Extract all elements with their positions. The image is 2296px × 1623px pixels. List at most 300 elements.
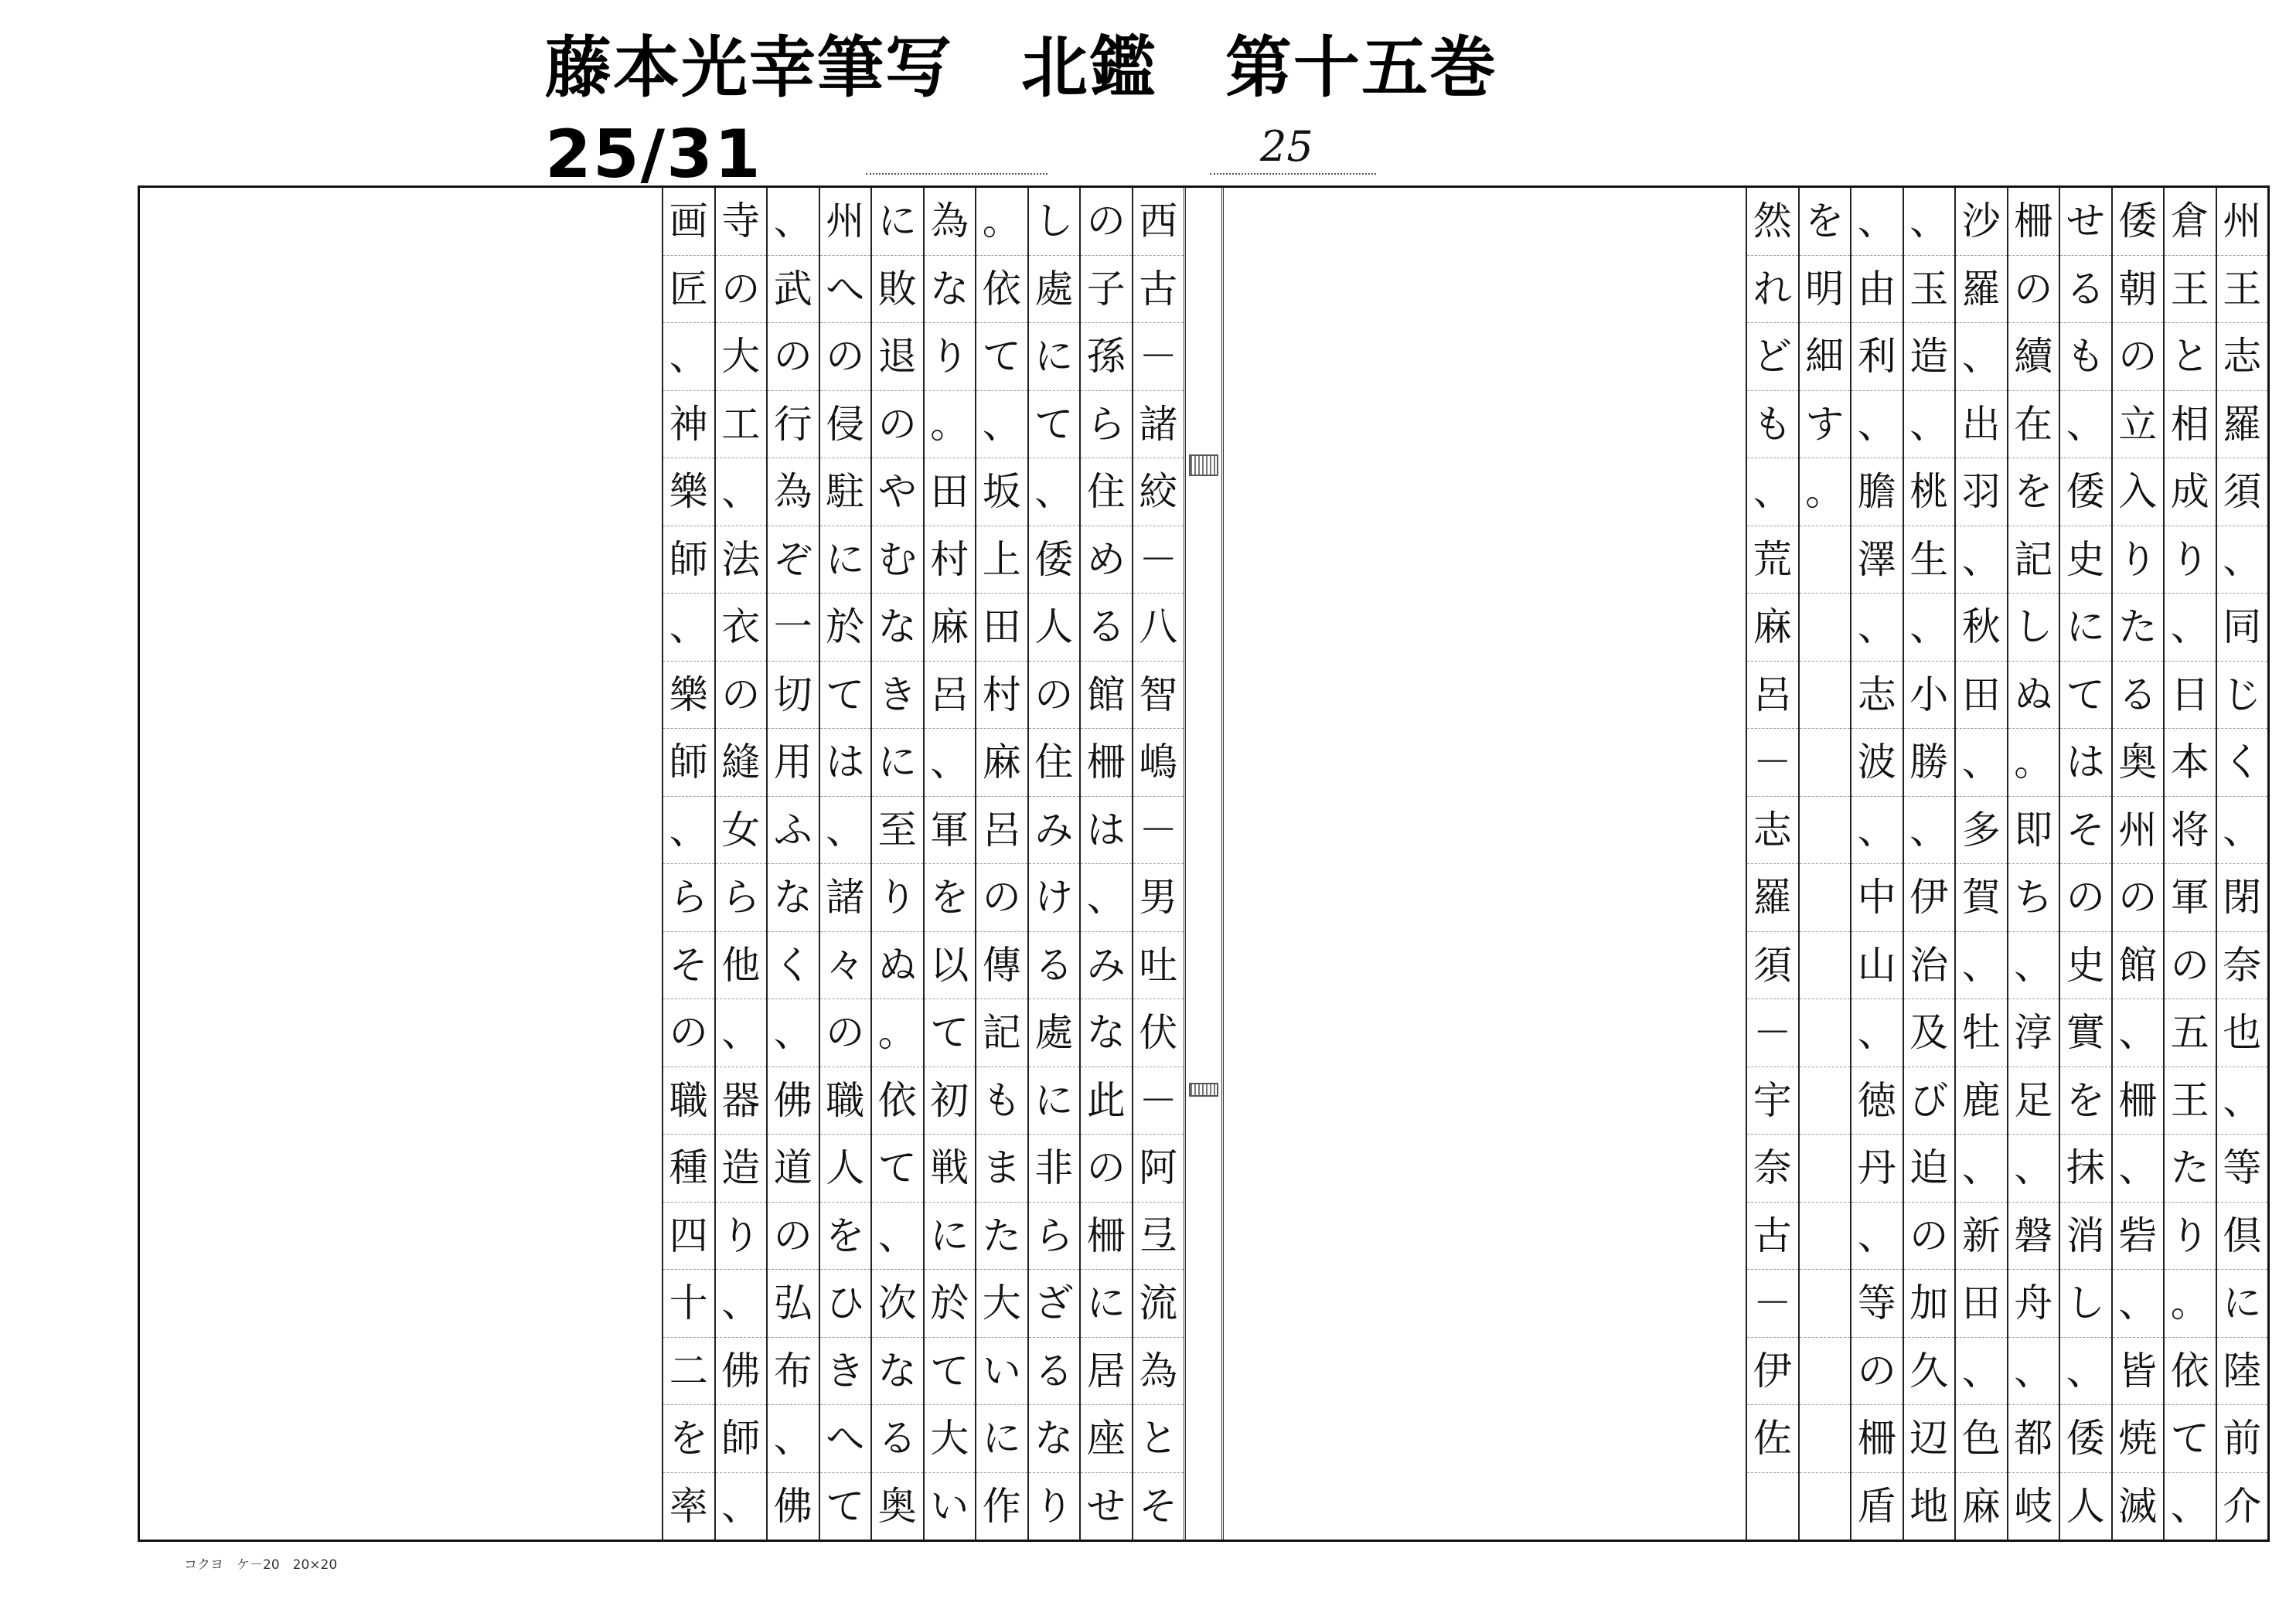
manuscript-cell: 田: [1956, 1270, 2007, 1338]
manuscript-cell: の: [976, 864, 1027, 932]
manuscript-cell: 志: [1851, 662, 1903, 730]
manuscript-cell: 布: [768, 1338, 819, 1406]
gutter-mark-icon: [1189, 1083, 1218, 1097]
manuscript-cell: 消: [2060, 1203, 2111, 1271]
manuscript-cell: [1800, 1405, 1851, 1473]
manuscript-cell: 辺: [1904, 1405, 1955, 1473]
manuscript-cell: 倭: [2113, 188, 2164, 256]
manuscript-cell: 鹿: [1956, 1067, 2007, 1135]
manuscript-cell: 色: [1956, 1405, 2007, 1473]
manuscript-cell: 樂: [663, 458, 714, 526]
manuscript-cell: [1800, 1270, 1851, 1338]
manuscript-cell: [1747, 1473, 1798, 1540]
manuscript-cell: ぬ: [2008, 662, 2059, 730]
manuscript-cell: 徳: [1851, 1067, 1903, 1135]
manuscript-cell: じ: [2217, 662, 2268, 730]
manuscript-cell: 師: [663, 526, 714, 594]
manuscript-cell: 、: [1851, 594, 1903, 662]
manuscript-cell: 女: [716, 797, 767, 865]
manuscript-column: [2059, 188, 2111, 1540]
manuscript-cell: 、: [2170, 1483, 2209, 1529]
manuscript-cell: す: [1800, 391, 1851, 459]
manuscript-cell: の: [716, 662, 767, 730]
right-half-columns: [1224, 188, 2267, 1540]
manuscript-cell: ら: [1029, 1203, 1080, 1271]
manuscript-cell: 利: [1851, 323, 1903, 391]
manuscript-cell: 焼: [2113, 1405, 2164, 1473]
manuscript-cell: 為: [1133, 1338, 1184, 1406]
manuscript-cell: 為: [925, 188, 976, 256]
manuscript-cell: 弘: [768, 1270, 819, 1338]
manuscript-cell: ち: [2008, 864, 2059, 932]
manuscript-cell: 智: [1133, 662, 1184, 730]
manuscript-cell: [1800, 526, 1851, 594]
manuscript-cell: 道: [768, 1135, 819, 1203]
manuscript-cell: 田: [925, 458, 976, 526]
manuscript-cell: 、: [1081, 864, 1132, 932]
manuscript-cell: 介: [2223, 1483, 2262, 1529]
manuscript-cell: 大: [925, 1405, 976, 1473]
manuscript-cell: 記: [2008, 526, 2059, 594]
manuscript-cell: 神: [663, 391, 714, 459]
manuscript-cell: 上: [976, 526, 1027, 594]
manuscript-cell: 以: [925, 932, 976, 1000]
manuscript-cell: 絞: [1133, 458, 1184, 526]
manuscript-cell: 膽: [1851, 458, 1903, 526]
manuscript-cell: り: [1034, 1483, 1074, 1529]
manuscript-cell: 續: [2008, 323, 2059, 391]
manuscript-cell: を: [1800, 188, 1851, 256]
manuscript-column: [1027, 188, 1080, 1540]
manuscript-cell: 都: [2008, 1405, 2059, 1473]
center-gutter: [1184, 188, 1224, 1540]
manuscript-cell: る: [2060, 256, 2111, 324]
manuscript-cell: 吐: [1133, 932, 1184, 1000]
manuscript-cell: 須: [2217, 458, 2268, 526]
manuscript-cell: 、: [2008, 932, 2059, 1000]
manuscript-cell: に: [925, 1203, 976, 1271]
manuscript-cell: 麻: [1747, 594, 1798, 662]
manuscript-cell: 柵: [1851, 1405, 1903, 1473]
manuscript-cell: 波: [1851, 729, 1903, 797]
manuscript-cell: て: [925, 1338, 976, 1406]
manuscript-cell: 軍: [925, 797, 976, 865]
manuscript-cell: 然: [1747, 188, 1798, 256]
manuscript-cell: 伏: [1133, 999, 1184, 1067]
manuscript-cell: た: [976, 1203, 1027, 1271]
manuscript-cell: の: [1081, 188, 1132, 256]
manuscript-cell: 居: [1081, 1338, 1132, 1406]
manuscript-cell: 職: [820, 1067, 871, 1135]
manuscript-cell: 依: [2165, 1338, 2216, 1406]
manuscript-cell: 秋: [1956, 594, 2007, 662]
manuscript-cell: 州: [820, 188, 871, 256]
manuscript-cell: 荒: [1747, 526, 1798, 594]
manuscript-cell: 宇: [1747, 1067, 1798, 1135]
manuscript-cell: 舟: [2008, 1270, 2059, 1338]
left-half-columns: [140, 188, 1184, 1540]
manuscript-cell: き: [872, 662, 923, 730]
manuscript-cell: 史: [2060, 932, 2111, 1000]
manuscript-cell: 諸: [820, 864, 871, 932]
manuscript-cell: 人: [820, 1135, 871, 1203]
manuscript-cell: 住: [1081, 458, 1132, 526]
manuscript-column: [714, 188, 767, 1540]
manuscript-cell: 依: [976, 256, 1027, 324]
manuscript-cell: 古: [1747, 1203, 1798, 1271]
manuscript-cell: へ: [820, 1405, 871, 1473]
manuscript-cell: ひ: [820, 1270, 871, 1338]
manuscript-cell: 王: [2165, 256, 2216, 324]
manuscript-cell: 阿: [1133, 1135, 1184, 1203]
manuscript-cell: も: [976, 1067, 1027, 1135]
manuscript-cell: 次: [872, 1270, 923, 1338]
manuscript-cell: て: [976, 323, 1027, 391]
manuscript-cell: 久: [1904, 1338, 1955, 1406]
manuscript-cell: 、: [768, 1405, 819, 1473]
manuscript-cell: し: [2060, 1270, 2111, 1338]
manuscript-cell: 西: [1133, 188, 1184, 256]
manuscript-column: [975, 188, 1027, 1540]
manuscript-column: [1954, 188, 2007, 1540]
manuscript-cell: 倉: [2165, 188, 2216, 256]
manuscript-cell: 、: [1904, 594, 1955, 662]
manuscript-cell: 男: [1133, 864, 1184, 932]
manuscript-cell: [1800, 932, 1851, 1000]
manuscript-cell: 小: [1904, 662, 1955, 730]
manuscript-cell: 、: [1956, 729, 2007, 797]
manuscript-cell: 師: [663, 729, 714, 797]
manuscript-cell: せ: [1086, 1483, 1126, 1529]
manuscript-cell: ど: [1747, 323, 1798, 391]
manuscript-cell: 生: [1904, 526, 1955, 594]
manuscript-cell: 行: [768, 391, 819, 459]
manuscript-cell: 、: [1851, 188, 1903, 256]
manuscript-cell: に: [872, 729, 923, 797]
manuscript-cell: 山: [1851, 932, 1903, 1000]
manuscript-cell: 、: [1956, 932, 2007, 1000]
manuscript-cell: の: [872, 391, 923, 459]
manuscript-cell: て: [872, 1135, 923, 1203]
manuscript-cell: そ: [1139, 1483, 1178, 1529]
manuscript-cell: の: [1029, 662, 1080, 730]
manuscript-cell: 伊: [1747, 1338, 1798, 1406]
manuscript-cell: 非: [1029, 1135, 1080, 1203]
manuscript-cell: 羅: [2217, 391, 2268, 459]
manuscript-cell: て: [826, 1483, 865, 1529]
manuscript-cell: て: [820, 662, 871, 730]
manuscript-cell: 佐: [1747, 1405, 1798, 1473]
manuscript-column: [1850, 188, 1903, 1540]
manuscript-cell: 奈: [2217, 932, 2268, 1000]
manuscript-cell: を: [820, 1203, 871, 1271]
manuscript-cell: 退: [872, 323, 923, 391]
manuscript-cell: 麻: [1961, 1483, 2001, 1529]
manuscript-cell: る: [1029, 932, 1080, 1000]
manuscript-cell: 出: [1956, 391, 2007, 459]
manuscript-cell: 呂: [925, 662, 976, 730]
manuscript-cell: な: [872, 594, 923, 662]
manuscript-cell: 館: [2113, 932, 2164, 1000]
manuscript-cell: 二: [663, 1338, 714, 1406]
manuscript-cell: 、: [1956, 1338, 2007, 1406]
manuscript-cell: 侵: [820, 391, 871, 459]
page-title: 藤本光幸筆写 北鑑 第十五巻: [545, 29, 1497, 107]
manuscript-cell: 呂: [1747, 662, 1798, 730]
manuscript-cell: と: [1133, 1405, 1184, 1473]
manuscript-cell: 成: [2165, 458, 2216, 526]
manuscript-cell: [1800, 1135, 1851, 1203]
manuscript-cell: み: [1081, 932, 1132, 1000]
manuscript-cell: を: [925, 864, 976, 932]
manuscript-cell: 立: [2113, 391, 2164, 459]
manuscript-cell: や: [872, 458, 923, 526]
manuscript-cell: 實: [2060, 999, 2111, 1067]
manuscript-cell: 柵: [1081, 729, 1132, 797]
blank-line-right: [1210, 173, 1376, 175]
manuscript-cell: 、: [716, 1270, 767, 1338]
manuscript-cell: 奈: [1747, 1135, 1798, 1203]
manuscript-cell: 。: [1800, 458, 1851, 526]
manuscript-column: [2163, 188, 2216, 1540]
manuscript-cell: 、: [2008, 1135, 2059, 1203]
manuscript-cell: －: [1747, 999, 1798, 1067]
manuscript-cell: の: [1904, 1203, 1955, 1271]
manuscript-cell: 縫: [716, 729, 767, 797]
manuscript-cell: 村: [976, 662, 1027, 730]
manuscript-cell: ら: [663, 864, 714, 932]
manuscript-cell: て: [1029, 391, 1080, 459]
manuscript-cell: 人: [2066, 1483, 2105, 1529]
manuscript-cell: 入: [2113, 458, 2164, 526]
manuscript-cell: 此: [1081, 1067, 1132, 1135]
manuscript-cell: 造: [1904, 323, 1955, 391]
manuscript-cell: 柵: [1081, 1203, 1132, 1271]
manuscript-cell: 古: [1133, 256, 1184, 324]
manuscript-cell: な: [1081, 999, 1132, 1067]
manuscript-cell: る: [1081, 594, 1132, 662]
manuscript-column: [2111, 188, 2164, 1540]
manuscript-cell: れ: [1747, 256, 1798, 324]
manuscript-cell: 地: [1909, 1483, 1949, 1529]
manuscript-cell: の: [2008, 256, 2059, 324]
manuscript-cell: に: [2060, 594, 2111, 662]
manuscript-cell: 寺: [716, 188, 767, 256]
manuscript-cell: 師: [716, 1405, 767, 1473]
manuscript-cell: 、: [768, 188, 819, 256]
manuscript-cell: 史: [2060, 526, 2111, 594]
manuscript-cell: 磐: [2008, 1203, 2059, 1271]
manuscript-cell: 。: [2008, 729, 2059, 797]
manuscript-cell: 、: [1747, 458, 1798, 526]
manuscript-cell: 他: [716, 932, 767, 1000]
manuscript-cell: の: [820, 323, 871, 391]
manuscript-cell: 、: [1956, 1135, 2007, 1203]
manuscript-cell: 相: [2165, 391, 2216, 459]
manuscript-cell: 田: [976, 594, 1027, 662]
manuscript-cell: 器: [716, 1067, 767, 1135]
manuscript-cell: 画: [663, 188, 714, 256]
manuscript-cell: 、: [1851, 797, 1903, 865]
manuscript-cell: ま: [976, 1135, 1027, 1203]
manuscript-cell: 處: [1029, 256, 1080, 324]
manuscript-cell: な: [1029, 1405, 1080, 1473]
manuscript-cell: 初: [925, 1067, 976, 1135]
manuscript-cell: 、: [872, 1203, 923, 1271]
manuscript-cell: 抹: [2060, 1135, 2111, 1203]
manuscript-cell: 砦: [2113, 1203, 2164, 1271]
manuscript-cell: は: [2060, 729, 2111, 797]
manuscript-column: [1746, 188, 1798, 1540]
manuscript-cell: 樂: [663, 662, 714, 730]
manuscript-cell: 嶋: [1133, 729, 1184, 797]
manuscript-cell: の: [2060, 864, 2111, 932]
manuscript-cell: 造: [716, 1135, 767, 1203]
manuscript-cell: 迫: [1904, 1135, 1955, 1203]
manuscript-cell: 流: [1133, 1270, 1184, 1338]
manuscript-cell: り: [716, 1203, 767, 1271]
manuscript-cell: 倭: [2060, 458, 2111, 526]
manuscript-cell: [1800, 729, 1851, 797]
manuscript-cell: な: [872, 1338, 923, 1406]
manuscript-column: [662, 188, 714, 1540]
manuscript-cell: 切: [768, 662, 819, 730]
manuscript-cell: 細: [1800, 323, 1851, 391]
manuscript-column: [1903, 188, 1955, 1540]
manuscript-cell: 奥: [2113, 729, 2164, 797]
manuscript-cell: 、: [2165, 594, 2216, 662]
manuscript-cell: 朝: [2113, 256, 2164, 324]
manuscript-cell: －: [1133, 323, 1184, 391]
manuscript-cell: 記: [976, 999, 1027, 1067]
manuscript-cell: 呂: [976, 797, 1027, 865]
manuscript-cell: き: [820, 1338, 871, 1406]
manuscript-column: [2216, 188, 2268, 1540]
manuscript-cell: 志: [2217, 323, 2268, 391]
manuscript-cell: 日: [2165, 662, 2216, 730]
manuscript-cell: 賀: [1956, 864, 2007, 932]
manuscript-cell: な: [925, 256, 976, 324]
manuscript-cell: 皆: [2113, 1338, 2164, 1406]
manuscript-cell: を: [2008, 458, 2059, 526]
manuscript-cell: 等: [1851, 1270, 1903, 1338]
manuscript-cell: 種: [663, 1135, 714, 1203]
manuscript-cell: ぞ: [768, 526, 819, 594]
manuscript-cell: [1800, 864, 1851, 932]
manuscript-cell: 及: [1904, 999, 1955, 1067]
manuscript-cell: [1800, 662, 1851, 730]
manuscript-cell: 閉: [2217, 864, 2268, 932]
manuscript-cell: 、: [721, 1483, 761, 1529]
manuscript-cell: ぬ: [872, 932, 923, 1000]
manuscript-cell: る: [1029, 1338, 1080, 1406]
manuscript-cell: の: [2113, 864, 2164, 932]
manuscript-cell: －: [1133, 797, 1184, 865]
manuscript-cell: は: [1081, 797, 1132, 865]
manuscript-cell: と: [2165, 323, 2216, 391]
manuscript-cell: 座: [1081, 1405, 1132, 1473]
manuscript-cell: 為: [768, 458, 819, 526]
manuscript-cell: [1800, 594, 1851, 662]
manuscript-cell: 柵: [2008, 188, 2059, 256]
manuscript-cell: 本: [2165, 729, 2216, 797]
manuscript-cell: 丹: [1851, 1135, 1903, 1203]
manuscript-cell: 岐: [2014, 1483, 2053, 1529]
manuscript-cell: 、: [1956, 323, 2007, 391]
manuscript-cell: 傳: [976, 932, 1027, 1000]
manuscript-cell: 、: [1029, 458, 1080, 526]
manuscript-cell: 同: [2217, 594, 2268, 662]
manuscript-cell: は: [820, 729, 871, 797]
manuscript-cell: 澤: [1851, 526, 1903, 594]
manuscript-column: [870, 188, 923, 1540]
manuscript-cell: 大: [976, 1270, 1027, 1338]
manuscript-cell: も: [1747, 391, 1798, 459]
manuscript-column: [1798, 188, 1851, 1540]
manuscript-cell: 々: [820, 932, 871, 1000]
manuscript-cell: 奥: [877, 1483, 917, 1529]
manuscript-cell: て: [2165, 1405, 2216, 1473]
manuscript-cell: 明: [1800, 256, 1851, 324]
manuscript-cell: 四: [663, 1203, 714, 1271]
manuscript-cell: 軍: [2165, 864, 2216, 932]
manuscript-cell: に: [872, 188, 923, 256]
manuscript-cell: －: [1133, 526, 1184, 594]
manuscript-cell: 、: [716, 999, 767, 1067]
manuscript-cell: 盾: [1857, 1483, 1896, 1529]
manuscript-cell: 至: [872, 797, 923, 865]
manuscript-cell: な: [768, 864, 819, 932]
manuscript-column: [766, 188, 819, 1540]
manuscript-cell: 治: [1904, 932, 1955, 1000]
manuscript-cell: ら: [1081, 391, 1132, 459]
manuscript-cell: 州: [2217, 188, 2268, 256]
manuscript-cell: 、: [663, 594, 714, 662]
manuscript-cell: 、: [820, 797, 871, 865]
manuscript-cell: 武: [768, 256, 819, 324]
manuscript-cell: 中: [1851, 864, 1903, 932]
manuscript-cell: 作: [982, 1483, 1021, 1529]
manuscript-cell: 新: [1956, 1203, 2007, 1271]
manuscript-cell: に: [820, 526, 871, 594]
manuscript-cell: －: [1747, 1270, 1798, 1338]
manuscript-cell: 麻: [976, 729, 1027, 797]
manuscript-cell: 前: [2217, 1405, 2268, 1473]
manuscript-cell: 、: [976, 391, 1027, 459]
manuscript-cell: 、: [663, 797, 714, 865]
manuscript-cell: 匠: [663, 256, 714, 324]
manuscript-cell: り: [2113, 526, 2164, 594]
manuscript-cell: 五: [2165, 999, 2216, 1067]
manuscript-cell: 。: [872, 999, 923, 1067]
manuscript-cell: 衣: [716, 594, 767, 662]
manuscript-cell: 加: [1904, 1270, 1955, 1338]
manuscript-cell: 王: [2217, 256, 2268, 324]
manuscript-cell: る: [2113, 662, 2164, 730]
manuscript-cell: の: [716, 256, 767, 324]
manuscript-cell: に: [2217, 1270, 2268, 1338]
manuscript-cell: り: [925, 323, 976, 391]
manuscript-cell: ふ: [768, 797, 819, 865]
manuscript-cell: 、: [768, 999, 819, 1067]
manuscript-cell: 、: [663, 323, 714, 391]
manuscript-cell: 佛: [768, 1067, 819, 1135]
manuscript-cell: を: [663, 1405, 714, 1473]
manuscript-cell: 、: [2217, 1067, 2268, 1135]
manuscript-cell: 、: [1904, 188, 1955, 256]
manuscript-cell: 伊: [1904, 864, 1955, 932]
manuscript-cell: 、: [2113, 999, 2164, 1067]
